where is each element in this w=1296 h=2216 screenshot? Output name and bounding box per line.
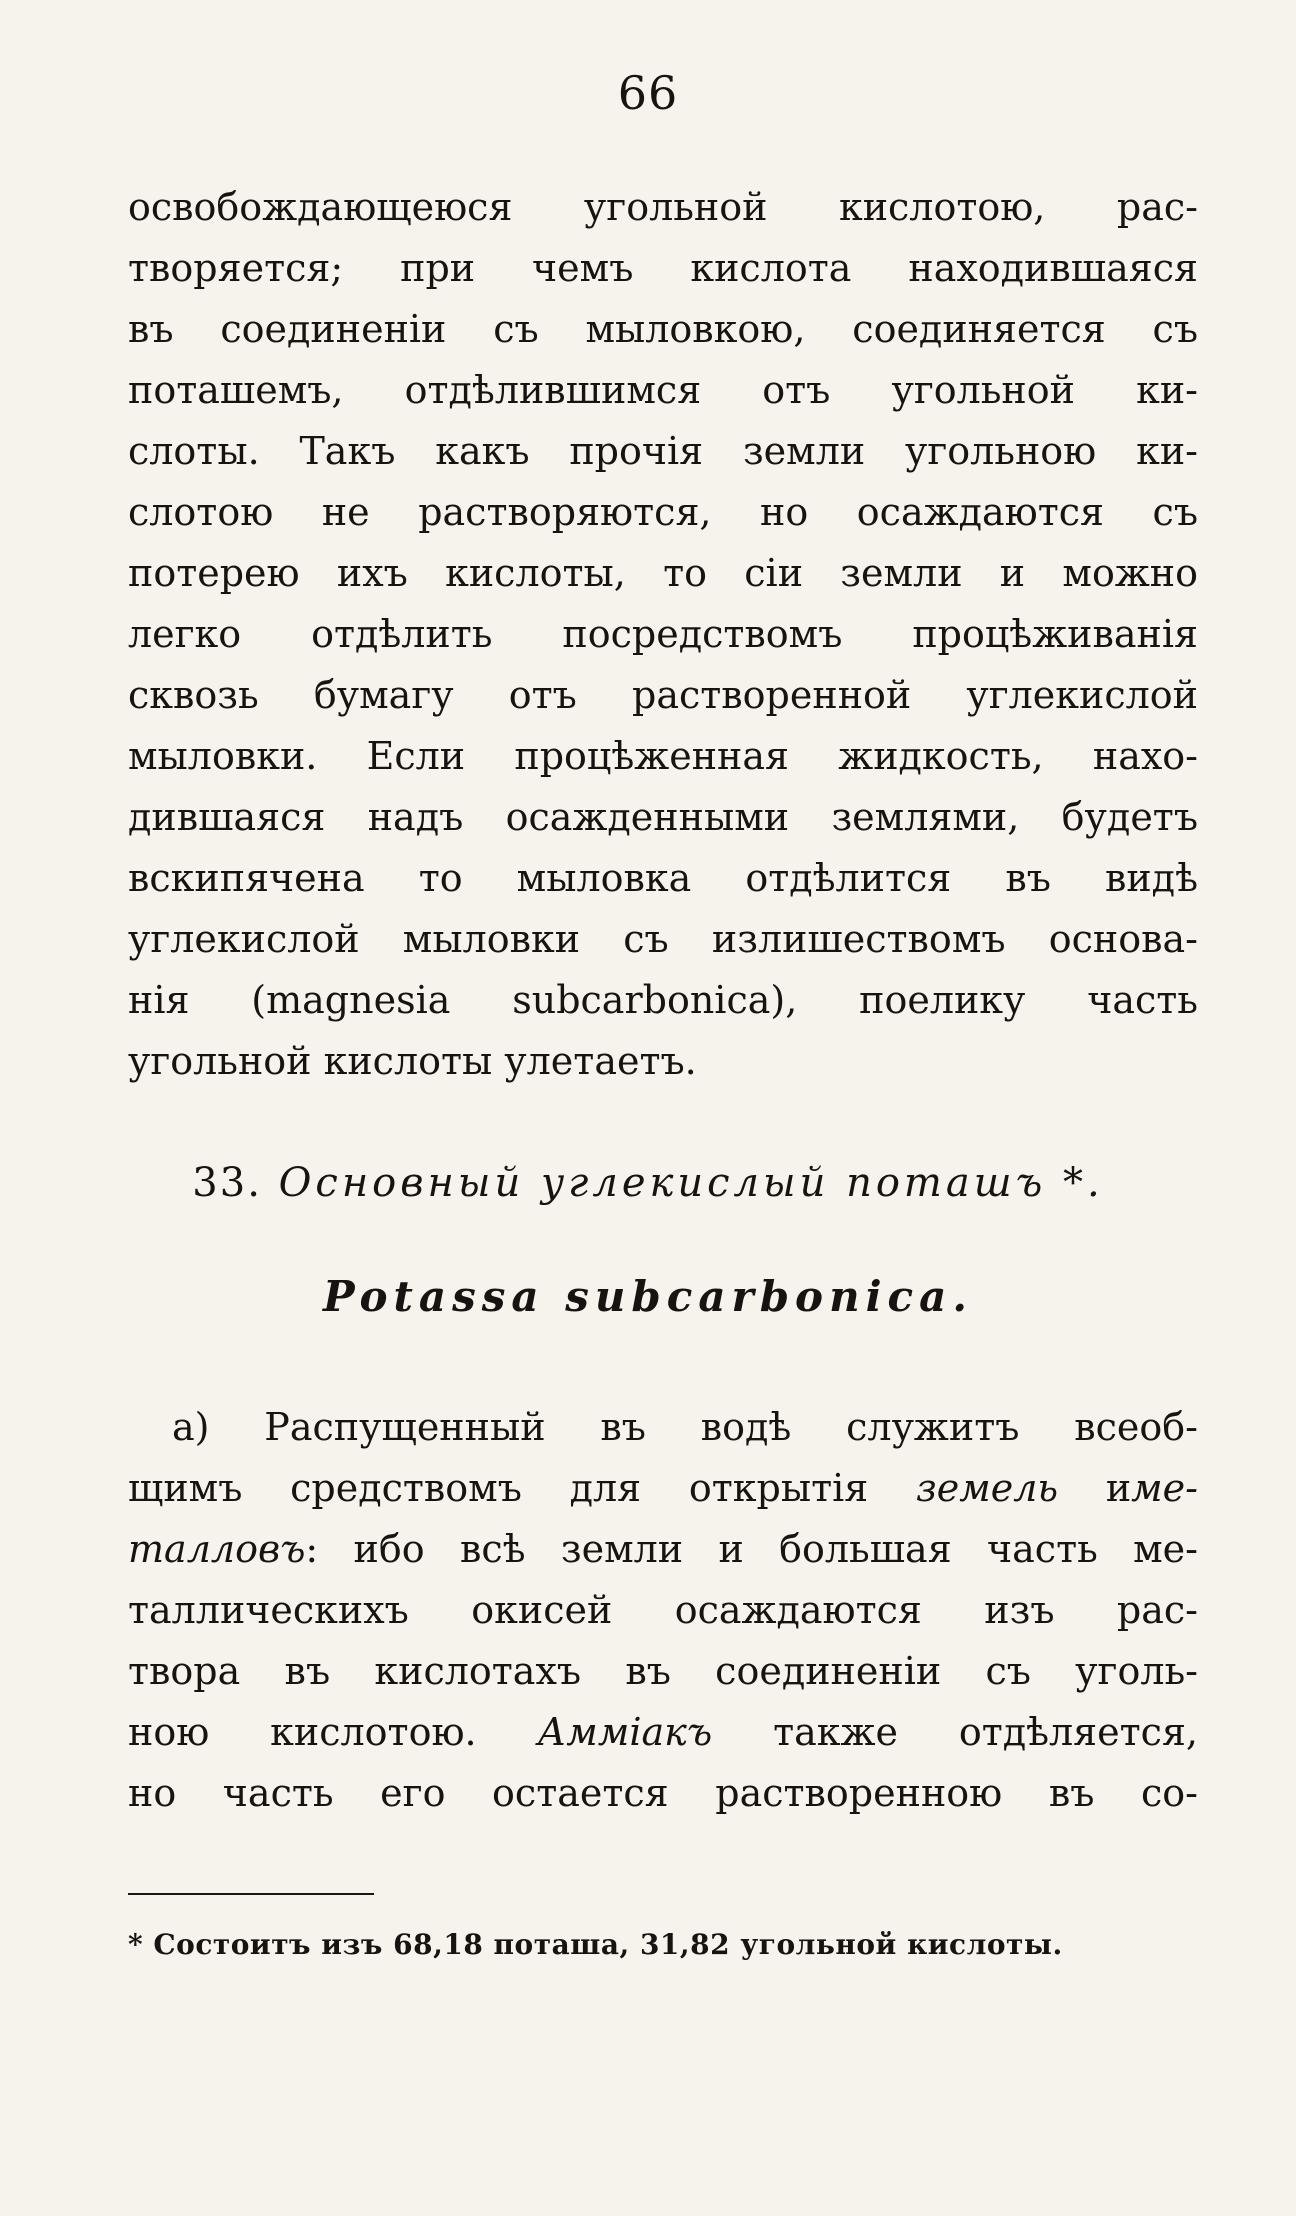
text-line: но часть его остается растворенною въ со-	[128, 1771, 1198, 1815]
italic-term: земель	[915, 1466, 1059, 1510]
text-line: угольной кислоты улетаетъ.	[128, 1039, 697, 1083]
text-line: сквозь бумагу отъ растворенной углекислой	[128, 673, 1198, 717]
text-span: : ибо всѣ земли и большая часть ме-	[305, 1527, 1198, 1571]
text-line	[128, 1527, 1198, 1571]
text-line: поташемъ, отдѣлившимся отъ угольной ки-	[128, 368, 1198, 412]
text-span: также отдѣляется,	[773, 1710, 1198, 1754]
italic-term: Аммiакъ	[537, 1710, 713, 1754]
footnote-mark: *.	[1062, 1160, 1104, 1206]
page-number: 66	[617, 66, 679, 120]
section-heading	[0, 1160, 1296, 1206]
text-line: потерею ихъ кислоты, то сіи земли и можно	[128, 551, 1198, 595]
text-span: щимъ средствомъ для открытія	[128, 1466, 869, 1510]
footnote: * Состоитъ изъ 68,18 поташа, 31,82 угольной кислоты.	[128, 1928, 1063, 1961]
text-span: и	[1105, 1466, 1132, 1510]
text-line: мыловки. Если процѣженная жидкость, нахо-	[128, 734, 1198, 778]
text-line: легко отдѣлить посредствомъ процѣживанія	[128, 612, 1198, 656]
section-title: Основный углекислый поташъ	[278, 1160, 1047, 1206]
text-line	[128, 1466, 1198, 1510]
section-number: 33.	[192, 1160, 262, 1206]
section-latin-name: Potassa subcarbonica.	[323, 1272, 973, 1321]
text-line	[128, 1405, 1198, 1449]
text-line: таллическихъ окисей осаждаются изъ рас-	[128, 1588, 1198, 1632]
text-line: въ соединеніи съ мыловкою, соединяется съ	[128, 307, 1198, 351]
footnote-divider	[128, 1893, 374, 1895]
text-line: дившаяся надъ осажденными землями, будетъ	[128, 795, 1198, 839]
text-span: а) Распущенный въ водѣ служитъ всеоб-	[172, 1405, 1198, 1449]
text-line: освобождающеюся угольной кислотою, рас-	[128, 185, 1198, 229]
text-line: творяется; при чемъ кислота находившаяся	[128, 246, 1198, 290]
text-span: ною кислотою.	[128, 1710, 477, 1754]
text-line: слоты. Такъ какъ прочія земли угольною ки-	[128, 429, 1198, 473]
text-line: углекислой мыловки съ излишествомъ основа-	[128, 917, 1198, 961]
text-line: нія (magnesia subcarbonica), поелику часть	[128, 978, 1198, 1022]
text-line: вскипячена то мыловка отдѣлится въ видѣ	[128, 856, 1198, 900]
text-line: твора въ кислотахъ въ соединеніи съ уголь-	[128, 1649, 1198, 1693]
italic-term: ме-	[1131, 1466, 1198, 1510]
text-line	[128, 1710, 1198, 1754]
text-line: слотою не растворяются, но осаждаются съ	[128, 490, 1198, 534]
italic-term: талловъ	[128, 1527, 306, 1571]
